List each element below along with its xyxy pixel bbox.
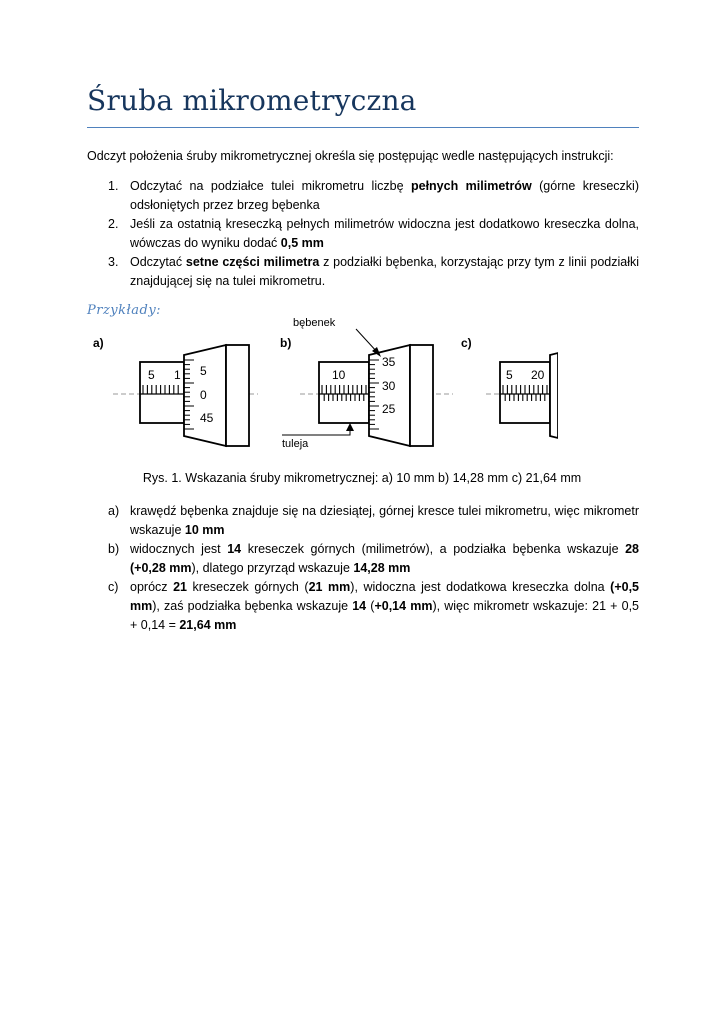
text-run: ), więc mikrometr wskazuje: 21 + 0,5 + 0,14 = (130, 599, 639, 632)
explanation-item-text (130, 540, 639, 578)
text-run: ), zaś podziałka bębenka wskazuje (152, 599, 353, 613)
text-run: Odczytać (130, 255, 186, 269)
instruction-item-marker: 1. (108, 179, 119, 193)
examples-heading: Przykłady: (87, 303, 162, 318)
instruction-item-text (130, 177, 639, 215)
text-run: oprócz (130, 580, 174, 594)
bold-text: 21 mm (308, 580, 351, 594)
instruction-item-marker: 3. (108, 255, 119, 269)
text-run: kreseczek górnych (milimetrów), a podziałka bębenka wskazuje (241, 542, 626, 556)
explanation-item-text (130, 578, 639, 635)
panel-label-c: c) (461, 336, 472, 350)
bold-text: 28 (+0,28 mm (130, 542, 639, 575)
instruction-item (108, 177, 639, 215)
explanation-item (108, 502, 639, 540)
text-run: widocznych jest (130, 542, 228, 556)
intro-paragraph: Odczyt położenia śruby mikrometrycznej określa się postępując wedle następujących instrukcji: (87, 149, 614, 163)
bold-text: pełnych milimetrów (410, 179, 532, 193)
callout-sleeve-line (282, 428, 350, 435)
micrometer-b (282, 317, 453, 450)
sleeve-label-c-2: 20 (531, 368, 545, 382)
sleeve-label-a-1: 5 (148, 368, 155, 382)
drum-label-a-2: 0 (200, 388, 207, 402)
bold-text: 14 (352, 599, 367, 613)
bold-text: setne części milimetra (185, 255, 320, 269)
text-run: krawędź bębenka znajduje się na dziesiątej, górnej kresce tulei mikrometru, więc mikrometr wskazuje (130, 504, 639, 537)
bold-text: +0,14 mm (374, 599, 433, 613)
micrometer-diagrams-svg (88, 310, 558, 470)
text-run: kreseczek górnych ( (186, 580, 309, 594)
drum-label-b-3: 25 (382, 402, 396, 416)
explanation-item-marker: c) (108, 580, 119, 594)
drum-label-a-3: 45 (200, 411, 214, 425)
instruction-item-text (130, 253, 639, 291)
instruction-item (108, 253, 639, 291)
drum-c (550, 353, 558, 438)
text-run: ), widoczna jest dodatkowa kreseczka dolna (350, 580, 611, 594)
page-title: Śruba mikrometryczna (87, 84, 417, 117)
drum-label-b-2: 30 (382, 379, 396, 393)
figure-caption: Rys. 1. Wskazania śruby mikrometrycznej: a) 10 mm b) 14,28 mm c) 21,64 mm (142, 471, 582, 485)
panel-label-a: a) (93, 336, 104, 350)
text-run: ), dlatego przyrząd wskazuje (191, 561, 354, 575)
instruction-list (108, 177, 639, 291)
instruction-item-text (130, 215, 639, 253)
sleeve-label-a-2: 1 (174, 368, 181, 382)
micrometer-figure (88, 310, 558, 475)
bold-text: 21 (173, 580, 187, 594)
sleeve-label-b-1: 10 (332, 368, 346, 382)
title-underline (87, 127, 639, 128)
explanation-item (108, 578, 639, 635)
explanation-item (108, 540, 639, 578)
bold-text: 14 (227, 542, 242, 556)
text-run: z podziałki bębenka, korzystając przy tym z linii podziałki znajdującej się na tulei mikrometru. (130, 255, 640, 288)
sleeve-label-c-1: 5 (506, 368, 513, 382)
callout-sleeve-label: tuleja (282, 438, 309, 450)
text-run: (górne kreseczki) odsłoniętych przez brzeg bębenka (130, 179, 639, 212)
bold-text: 0,5 mm (280, 236, 324, 250)
bold-text: 14,28 mm (353, 561, 411, 575)
drum-end-b (410, 345, 433, 446)
panel-label-b: b) (280, 336, 292, 350)
drum-label-a-1: 5 (200, 364, 207, 378)
explanation-item-marker: b) (108, 542, 120, 556)
explanation-item-marker: a) (108, 504, 120, 518)
callout-sleeve-arrow (346, 423, 354, 431)
callout-drum-label: bębenek (293, 317, 336, 329)
micrometer-c (486, 353, 558, 438)
text-run: ( (366, 599, 375, 613)
bold-text: 10 mm (184, 523, 225, 537)
instruction-item (108, 215, 639, 253)
text-run: Odczytać na podziałce tulei mikrometru liczbę (130, 179, 411, 193)
explanation-item-text (130, 502, 639, 540)
micrometer-a (113, 345, 258, 446)
drum-label-b-1: 35 (382, 355, 396, 369)
bold-text: 21,64 mm (179, 618, 237, 632)
bold-text: (+0,5 mm (130, 580, 639, 613)
drum-end-a (226, 345, 249, 446)
instruction-item-marker: 2. (108, 217, 119, 231)
text-run: Jeśli za ostatnią kreseczką pełnych milimetrów widoczna jest dodatkowo kreseczka dolna, wówczas do wyniku dodać (130, 217, 639, 250)
examples-explanations (108, 502, 639, 635)
